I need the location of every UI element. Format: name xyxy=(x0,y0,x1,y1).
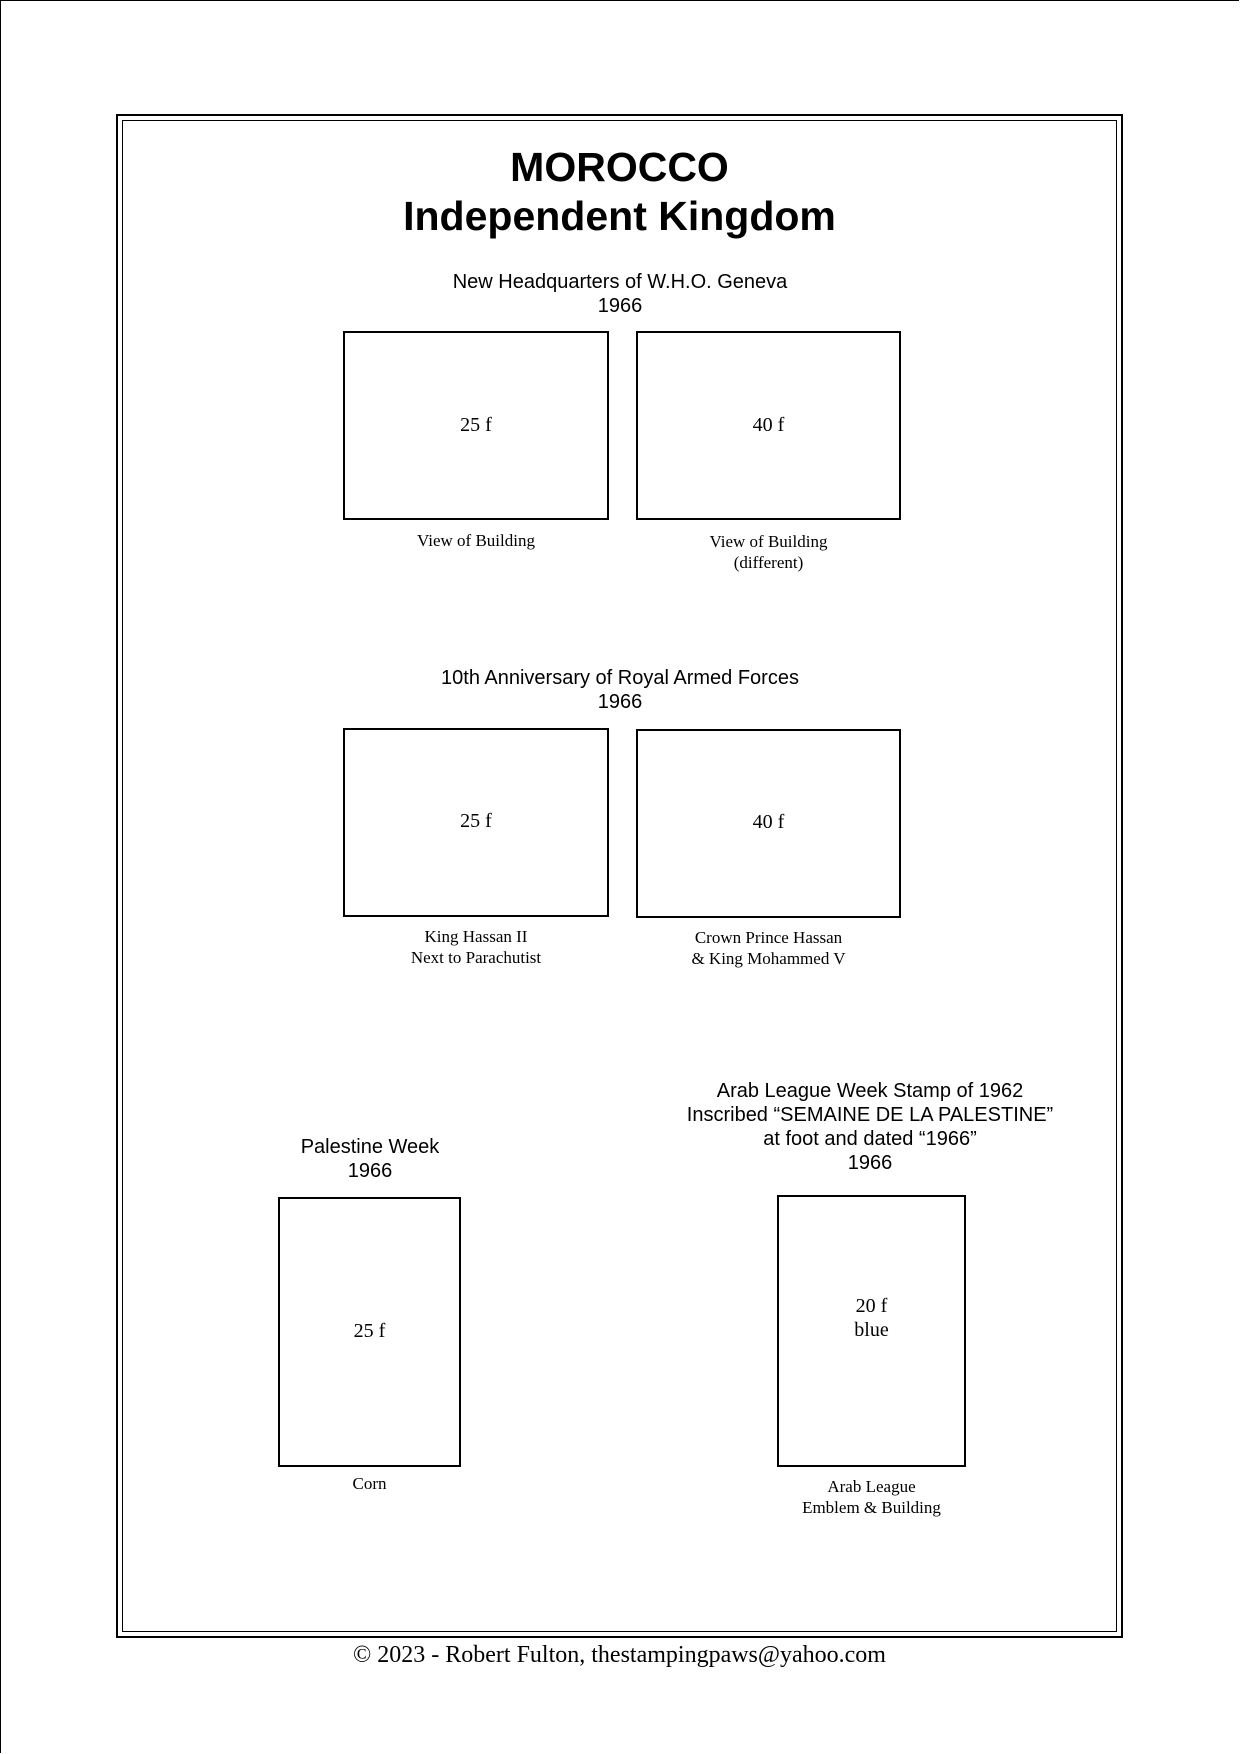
copyright-footer: © 2023 - Robert Fulton, thestampingpaws@yahoo.com xyxy=(353,1642,886,1668)
stamp-value: 25 f xyxy=(460,810,492,832)
stamp-value: 25 f xyxy=(460,414,492,436)
stamp-value: 20 f blue xyxy=(854,1295,889,1341)
stamp-caption: View of Building xyxy=(417,531,535,550)
section-heading: Arab League Week Stamp of 1962 Inscribed “SEMAINE DE LA PALESTINE” at foot and dated “1966” 1966 xyxy=(686,1080,1054,1174)
stamp-value: 40 f xyxy=(752,811,785,833)
stamp-value: 40 f xyxy=(752,414,785,436)
stamp-caption: Crown Prince Hassan & King Mohammed V xyxy=(691,928,846,968)
section-year: 1966 xyxy=(597,295,643,317)
section-year: 1966 xyxy=(597,691,643,713)
stamp-space xyxy=(636,729,901,918)
stamp-space xyxy=(343,331,609,520)
stamp-space xyxy=(278,1197,461,1467)
section-year: 1966 xyxy=(347,1160,393,1182)
page-title: MOROCCO xyxy=(510,144,729,190)
stamp-space xyxy=(636,331,901,520)
stamp-caption: Corn xyxy=(352,1474,387,1493)
stamp-caption: Arab League Emblem & Building xyxy=(802,1477,941,1517)
album-frame-inner xyxy=(122,120,1117,1632)
stamp-caption: View of Building (different) xyxy=(709,532,828,572)
stamp-caption: King Hassan II Next to Parachutist xyxy=(410,927,542,967)
page-subtitle: Independent Kingdom xyxy=(403,193,836,239)
stamp-space xyxy=(777,1195,966,1467)
stamp-space xyxy=(343,728,609,917)
section-heading: 10th Anniversary of Royal Armed Forces xyxy=(441,667,799,689)
section-heading: Palestine Week xyxy=(300,1136,440,1158)
section-heading: New Headquarters of W.H.O. Geneva xyxy=(452,271,788,293)
stamp-value: 25 f xyxy=(353,1320,386,1342)
